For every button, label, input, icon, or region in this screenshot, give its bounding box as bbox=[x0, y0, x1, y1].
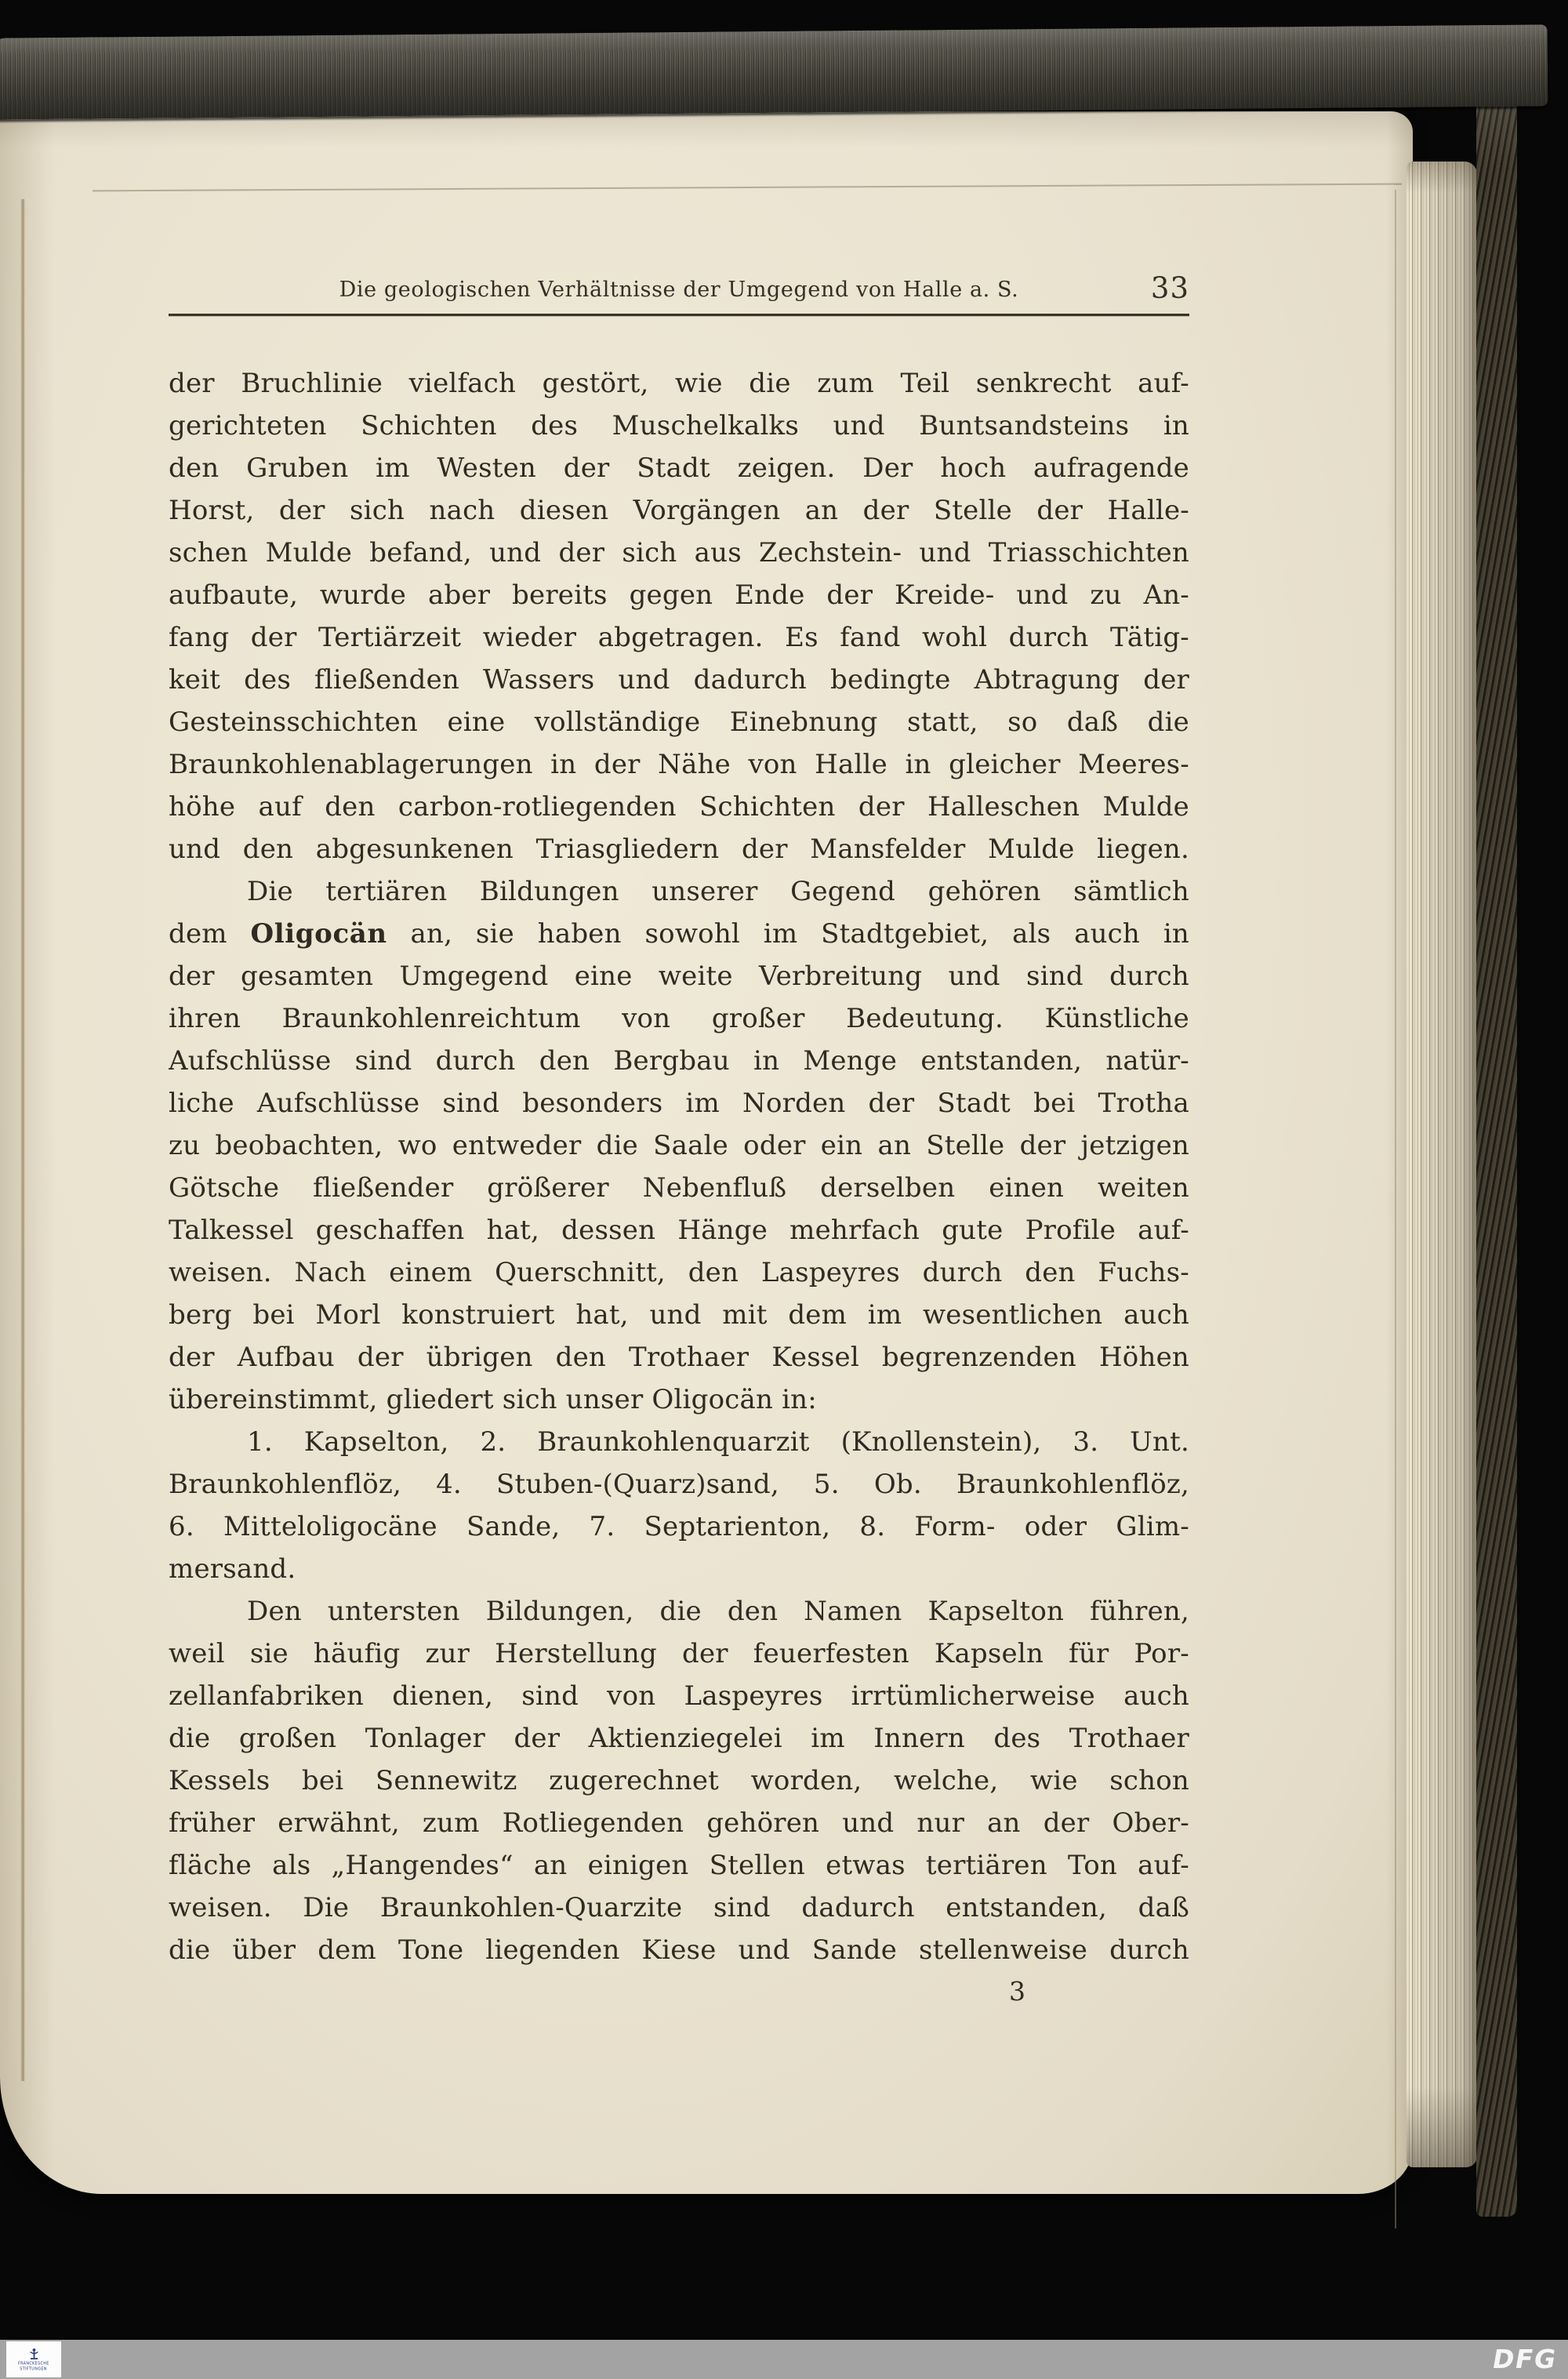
paragraph bbox=[169, 870, 1189, 1421]
text-line: Braunkohlenablagerungen in der Nähe von Halle in gleicher Meeres- bbox=[169, 749, 1189, 780]
text-line: Gesteinsschichten eine vollständige Einebnung statt, so daß die bbox=[169, 706, 1189, 738]
body-text bbox=[169, 362, 1189, 1971]
book-cover-top-edge bbox=[0, 24, 1548, 119]
header-rule bbox=[169, 314, 1189, 316]
franckesche-stiftungen-logo bbox=[6, 2341, 61, 2377]
paragraph bbox=[169, 1421, 1189, 1590]
book-cover-side-edge bbox=[1476, 74, 1517, 2217]
text-line: dem Oligocän an, sie haben sowohl im Stadtgebiet, als auch in bbox=[169, 918, 1189, 950]
text-line: liche Aufschlüsse sind besonders im Norden der Stadt bei Trotha bbox=[169, 1088, 1189, 1119]
page-number: 33 bbox=[1150, 271, 1189, 305]
page-paper bbox=[0, 111, 1413, 2194]
text-line: weisen. Die Braunkohlen-Quarzite sind dadurch entstanden, daß bbox=[169, 1892, 1189, 1923]
gutter-crease bbox=[20, 199, 25, 2081]
dfg-logo: DFG bbox=[1490, 2344, 1560, 2374]
text-line: keit des fließenden Wassers und dadurch bedingte Abtragung der bbox=[169, 664, 1189, 696]
text-line: weil sie häufig zur Herstellung der feuerfesten Kapseln für Por- bbox=[169, 1638, 1189, 1669]
text-line: Braunkohlenflöz, 4. Stuben-(Quarz)sand, 5. Ob. Braunkohlenflöz, bbox=[169, 1469, 1189, 1500]
page-top-edge-line bbox=[93, 183, 1402, 192]
text-line: der Bruchlinie vielfach gestört, wie die zum Teil senkrecht auf- bbox=[169, 368, 1189, 399]
text-line: Die tertiären Bildungen unserer Gegend gehören sämtlich bbox=[247, 876, 1189, 907]
text-line: mersand. bbox=[169, 1553, 296, 1585]
text-line: fang der Tertiärzeit wieder abgetragen. Es fand wohl durch Tätig- bbox=[169, 622, 1189, 653]
signature-mark: 3 bbox=[1009, 1976, 1025, 2007]
page-stack-edge bbox=[1406, 162, 1477, 2167]
text-line: zu beobachten, wo entweder die Saale oder ein an Stelle der jetzigen bbox=[169, 1130, 1189, 1161]
text-line: ihren Braunkohlenreichtum von großer Bedeutung. Künstliche bbox=[169, 1003, 1189, 1034]
text-line: Den untersten Bildungen, die den Namen Kapselton führen, bbox=[247, 1596, 1189, 1627]
running-title: Die geologischen Verhältnisse der Umgegend von Halle a. S. bbox=[339, 278, 1019, 302]
franckesche-logo-text-line1: FRANCKESCHE bbox=[18, 2361, 49, 2366]
text-line: übereinstimmt, gliedert sich unser Oligocän in: bbox=[169, 1384, 817, 1415]
page-right-edge-line bbox=[1395, 190, 1396, 2228]
franckesche-logo-text-line2: STIFTUNGEN bbox=[20, 2366, 48, 2371]
paragraph bbox=[169, 1590, 1189, 1971]
page-header bbox=[169, 271, 1189, 312]
scan-footer-bar bbox=[0, 2340, 1568, 2379]
franckesche-logo-icon bbox=[28, 2348, 40, 2360]
text-line: 6. Mitteloligocäne Sande, 7. Septarienton, 8. Form- oder Glim- bbox=[169, 1511, 1189, 1542]
text-line: die großen Tonlager der Aktienziegelei im Innern des Trothaer bbox=[169, 1723, 1189, 1754]
text-line: Götsche fließender größerer Nebenfluß derselben einen weiten bbox=[169, 1172, 1189, 1204]
text-line: fläche als „Hangendes“ an einigen Stellen etwas tertiären Ton auf- bbox=[169, 1850, 1189, 1881]
text-line: der gesamten Umgegend eine weite Verbreitung und sind durch bbox=[169, 961, 1189, 992]
paragraph bbox=[169, 362, 1189, 870]
text-line: Kessels bei Sennewitz zugerechnet worden, welche, wie schon bbox=[169, 1765, 1189, 1796]
text-line: die über dem Tone liegenden Kiese und Sande stellenweise durch bbox=[169, 1934, 1189, 1966]
text-line: den Gruben im Westen der Stadt zeigen. Der hoch aufragende bbox=[169, 452, 1189, 484]
text-line: Aufschlüsse sind durch den Bergbau in Menge entstanden, natür- bbox=[169, 1045, 1189, 1077]
text-line: und den abgesunkenen Triasgliedern der Mansfelder Mulde liegen. bbox=[169, 834, 1189, 865]
text-line: der Aufbau der übrigen den Trothaer Kessel begrenzenden Höhen bbox=[169, 1342, 1189, 1373]
text-line: 1. Kapselton, 2. Braunkohlenquarzit (Knollenstein), 3. Unt. bbox=[247, 1426, 1189, 1458]
text-line: gerichteten Schichten des Muschelkalks und Buntsandsteins in bbox=[169, 410, 1189, 441]
text-line: höhe auf den carbon-rotliegenden Schichten der Halleschen Mulde bbox=[169, 791, 1189, 823]
text-line: zellanfabriken dienen, sind von Laspeyres irrtümlicherweise auch bbox=[169, 1680, 1189, 1712]
text-line: weisen. Nach einem Querschnitt, den Laspeyres durch den Fuchs- bbox=[169, 1257, 1189, 1288]
text-line: Talkessel geschaffen hat, dessen Hänge mehrfach gute Profile auf- bbox=[169, 1215, 1189, 1246]
text-line: aufbaute, wurde aber bereits gegen Ende der Kreide- und zu An- bbox=[169, 579, 1189, 611]
text-line: berg bei Morl konstruiert hat, und mit dem im wesentlichen auch bbox=[169, 1299, 1189, 1331]
text-line: früher erwähnt, zum Rotliegenden gehören und nur an der Ober- bbox=[169, 1807, 1189, 1839]
text-line: schen Mulde befand, und der sich aus Zechstein- und Triasschichten bbox=[169, 537, 1189, 568]
text-line: Horst, der sich nach diesen Vorgängen an der Stelle der Halle- bbox=[169, 495, 1189, 526]
